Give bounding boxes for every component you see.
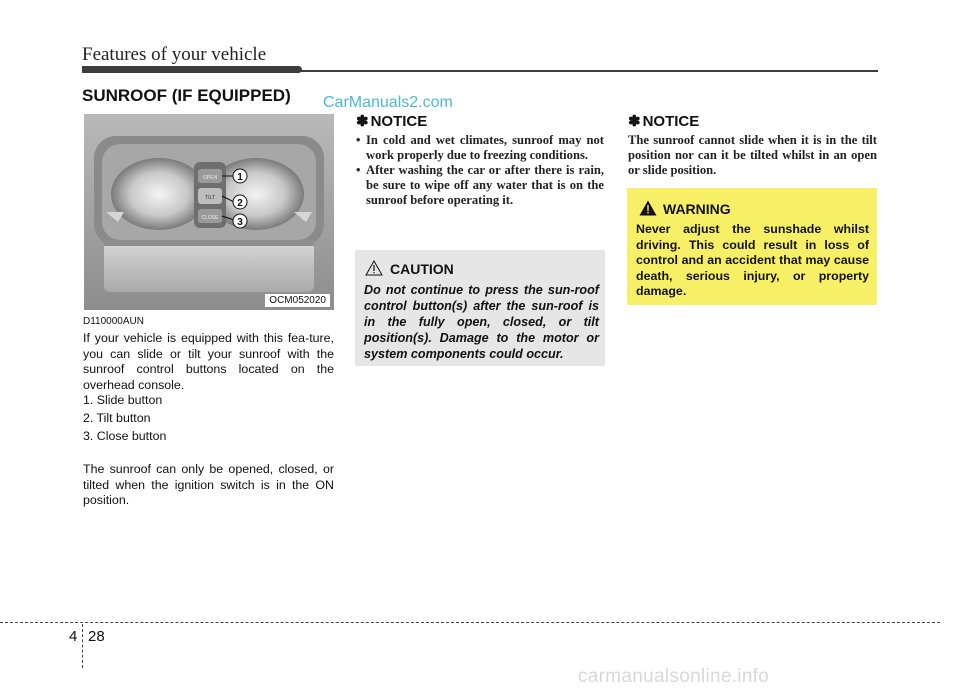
notice-bullets-middle <box>356 133 604 208</box>
notice-label: NOTICE <box>642 113 700 130</box>
chapter-number: 4 <box>69 628 78 645</box>
callout-1: 1 <box>237 172 243 183</box>
footer-dashed-divider <box>82 624 83 668</box>
sunroof-console-photo <box>84 114 334 310</box>
button-label-close: CLOSE <box>201 215 219 221</box>
warning-title: WARNING <box>663 201 731 217</box>
caution-body: Do not continue to press the sun-roof control button(s) after the sun-roof is in the fully open, closed, or tilt position(s). Damage to the motor or system components could occur. <box>364 283 599 361</box>
page-header-title: Features of your vehicle <box>82 44 267 65</box>
caution-box <box>355 250 605 366</box>
footer-dashed-rule <box>0 622 940 623</box>
caution-title: CAUTION <box>390 261 454 277</box>
list-item-slide: 1. Slide button <box>83 393 163 407</box>
callout-3: 3 <box>237 217 243 228</box>
watermark-bottom[interactable]: carmanualsonline.info <box>578 666 770 687</box>
notice-star-icon: ✽ <box>356 113 369 130</box>
caution-triangle-icon <box>365 260 383 276</box>
header-rule <box>300 70 878 72</box>
figure-code: OCM052020 <box>265 294 330 307</box>
intro-paragraph: If your vehicle is equipped with this fea-ture, you can slide or tilt your sunroof with the sunroof control buttons located on the overhead console. <box>83 331 334 392</box>
button-label-open: OPEN <box>202 175 218 181</box>
button-label-tilt: TILT <box>205 195 215 201</box>
list-item-tilt: 2. Tilt button <box>83 411 151 425</box>
header-bar <box>82 66 302 73</box>
page-number: 28 <box>88 628 105 645</box>
section-title: SUNROOF (IF EQUIPPED) <box>82 86 291 105</box>
notice-bullet: • In cold and wet climates, sunroof may not work properly due to freezing conditions. <box>356 133 604 162</box>
notice-star-icon: ✽ <box>628 113 641 130</box>
list-item-close: 3. Close button <box>83 429 167 443</box>
notice-title-middle <box>356 112 427 130</box>
warning-triangle-icon <box>639 200 657 216</box>
doc-code: D110000AUN <box>83 316 144 327</box>
notice-bullet: • After washing the car or after there is rain, be sure to wipe off any water that is on the sunroof before operating it. <box>356 163 604 207</box>
callout-2: 2 <box>237 198 243 209</box>
ignition-note: The sunroof can only be opened, closed, or tilted when the ignition switch is in the ON position. <box>83 462 334 507</box>
notice-title-right <box>628 112 699 130</box>
warning-body: Never adjust the sunshade whilst driving. This could result in loss of control and an accident that may cause death, serious injury, or property damage. <box>636 222 869 298</box>
notice-label: NOTICE <box>370 113 428 130</box>
warning-box <box>627 188 877 305</box>
notice-body-right: The sunroof cannot slide when it is in the tilt position nor can it be tilted whilst in an open or slide position. <box>628 133 877 177</box>
console-illustration <box>84 114 334 310</box>
watermark-top[interactable]: CarManuals2.com <box>323 94 453 111</box>
